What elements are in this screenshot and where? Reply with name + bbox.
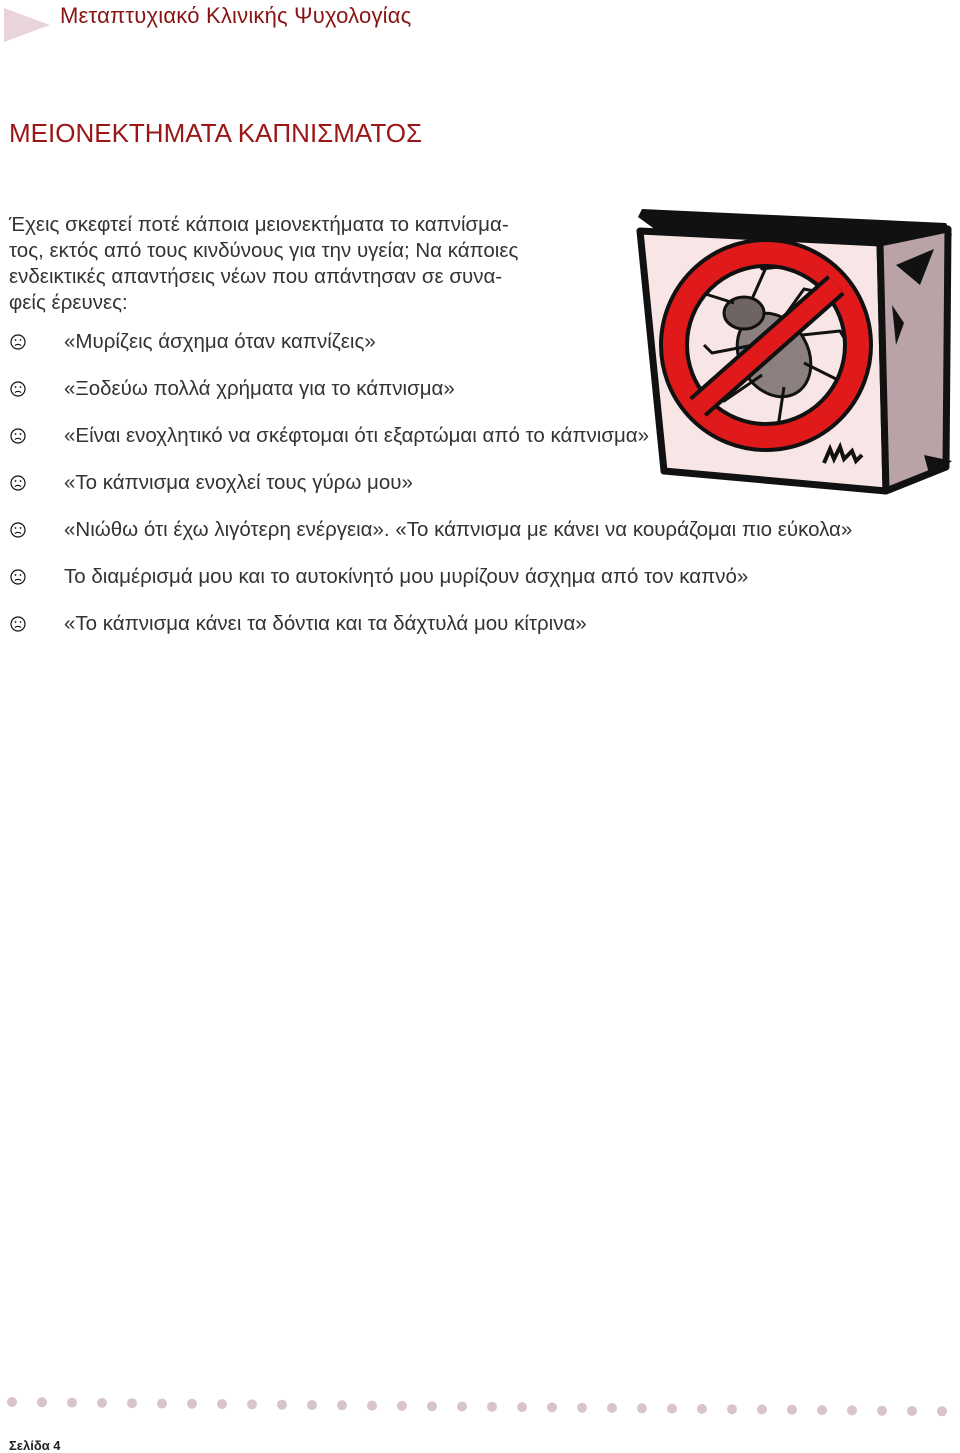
sad-face-icon <box>10 475 26 491</box>
sad-face-icon <box>10 334 26 350</box>
list-item-text: «Είναι ενοχλητικό να σκέφτομαι ότι εξαρτώμαι από το κάπνισμα» <box>64 424 650 447</box>
sad-face-icon <box>10 381 26 397</box>
list-item-text: «Νιώθω ότι έχω λιγότερη ενέργεια». «Το κάπνισμα με κάνει να κουράζομαι πιο εύκολα» <box>64 518 853 541</box>
header-triangle-icon <box>4 8 50 42</box>
sad-face-icon <box>10 616 26 632</box>
list-item-text: «Ξοδεύω πολλά χρήματα για το κάπνισμα» <box>64 377 455 400</box>
no-bug-sign-box-icon <box>634 205 954 495</box>
list-item-text: «Μυρίζεις άσχημα όταν καπνίζεις» <box>64 330 376 353</box>
list-item-text: «Το κάπνισμα ενοχλεί τους γύρω μου» <box>64 471 413 494</box>
sad-face-icon <box>10 569 26 585</box>
list-item <box>9 416 684 455</box>
sad-face-icon <box>10 428 26 444</box>
list-item-text: «Το κάπνισμα κάνει τα δόντια και τα δάχτυλά μου κίτρινα» <box>64 612 587 635</box>
page-number: Σελίδα 4 <box>9 1438 61 1453</box>
page-title: ΜΕΙΟΝΕΚΤΗΜΑΤΑ ΚΑΠΝΙΣΜΑΤΟΣ <box>9 118 423 148</box>
list-item <box>9 557 949 596</box>
header-title: Μεταπτυχιακό Κλινικής Ψυχολογίας <box>60 3 412 28</box>
decorative-dot-line <box>0 1396 960 1420</box>
list-item <box>9 604 949 643</box>
list-item <box>9 510 949 549</box>
intro-line: Έχεις σκεφτεί ποτέ κάποια μειονεκτήματα το καπνίσμα- <box>9 213 509 236</box>
intro-line: ενδεικτικές απαντήσεις νέων που απάντησαν σε συνα- <box>9 265 503 288</box>
intro-line: τος, εκτός από τους κινδύνους για την υγεία; Να κάποιες <box>9 239 519 262</box>
sad-face-icon <box>10 522 26 538</box>
list-item-text: Το διαμέρισμά μου και το αυτοκίνητό μου μυρίζουν άσχημα από τον καπνό» <box>64 565 749 588</box>
intro-paragraph <box>9 212 639 316</box>
intro-line: φείς έρευνες: <box>9 291 128 314</box>
